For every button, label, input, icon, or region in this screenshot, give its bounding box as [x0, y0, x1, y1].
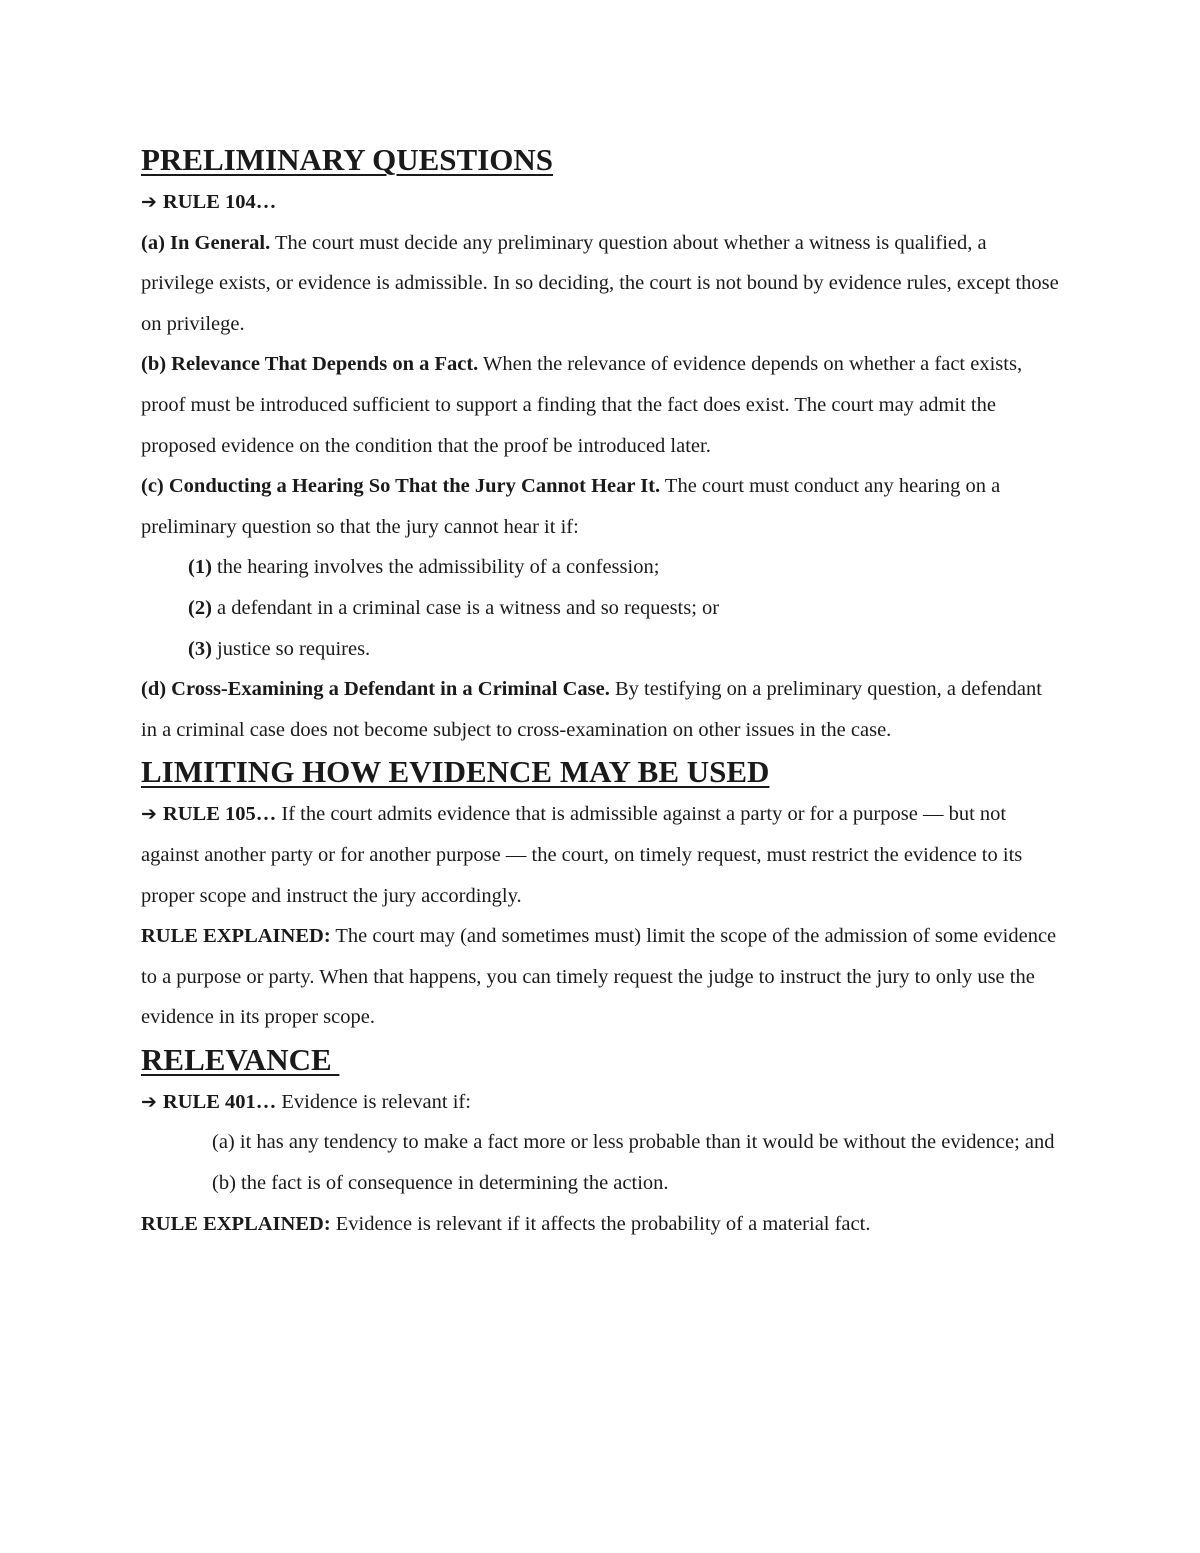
- rule-104-c-item: [141, 547, 1061, 588]
- rule-104-label: RULE 104…: [162, 191, 277, 213]
- rule-104-c-item-num: (2): [188, 596, 212, 619]
- rule-104-c: [141, 466, 1061, 547]
- rule-104-d: [141, 669, 1061, 750]
- rule-401: [141, 1082, 1061, 1123]
- rule-401-explained: [141, 1204, 1061, 1245]
- rule-104-c-item: [141, 629, 1061, 670]
- rule-105-label: RULE 105…: [162, 803, 277, 826]
- rule-105-explained-label: RULE EXPLAINED:: [141, 925, 331, 948]
- rule-104-c-label: (c) Conducting a Hearing So That the Jury Cannot Hear It.: [141, 475, 661, 498]
- rule-401-explained-label: RULE EXPLAINED:: [141, 1212, 331, 1235]
- rule-104-b-text: When the relevance of evidence depends on whether a fact exists, proof must be introduced sufficient to support a finding that the fact does exist. The court may admit the proposed evidence on the condition that the proof be introduced later.: [141, 353, 1023, 457]
- rule-104-c-item: [141, 588, 1061, 629]
- rule-104-c-item-text: the hearing involves the admissibility of a confession;: [211, 556, 660, 579]
- rule-104-b: [141, 344, 1061, 466]
- rule-401-text: Evidence is relevant if:: [276, 1090, 471, 1113]
- rule-104-d-label: (d) Cross-Examining a Defendant in a Criminal Case.: [141, 678, 610, 701]
- rule-104-a-text: The court must decide any preliminary question about whether a witness is qualified, a privilege exists, or evidence is admissible. In so deciding, the court is not bound by evidence rules, except those on privilege.: [141, 231, 1059, 335]
- rule-104-line: [141, 182, 1061, 223]
- rule-104-c-item-text: a defendant in a criminal case is a witness and so requests; or: [211, 596, 720, 619]
- rule-105-explained-text: The court may (and sometimes must) limit the scope of the admission of some evidence to a purpose or party. When that happens, you can timely request the judge to instruct the jury to only use the evidence in its proper scope.: [141, 925, 1057, 1029]
- rule-104-c-item-num: (3): [188, 637, 212, 660]
- heading-preliminary-questions: PRELIMINARY QUESTIONS: [141, 142, 554, 177]
- rule-105: [141, 794, 1061, 916]
- rule-104-b-label: (b) Relevance That Depends on a Fact.: [141, 353, 479, 376]
- rule-104-c-text: The court must conduct any hearing on a preliminary question so that the jury cannot hear it if:: [141, 475, 1001, 538]
- right-arrow-icon: ➔: [141, 191, 157, 213]
- rule-104-a-label: (a) In General.: [141, 231, 271, 254]
- heading-relevance: RELEVANCE: [141, 1041, 340, 1077]
- rule-401-label: RULE 401…: [162, 1090, 277, 1113]
- rule-104-c-item-num: (1): [188, 556, 212, 579]
- rule-104-a: [141, 223, 1061, 345]
- rule-105-text: If the court admits evidence that is admissible against a party or for a purpose — but not against another party or for another purpose — the court, on timely request, must restrict the evidence to its proper scope and instruct the jury accordingly.: [141, 803, 1023, 907]
- document-page: [141, 138, 1061, 1244]
- rule-401-item-a: (a) it has any tendency to make a fact more or less probable than it would be without the evidence; and: [212, 1131, 1055, 1154]
- right-arrow-icon: ➔: [141, 1090, 157, 1113]
- right-arrow-icon: ➔: [141, 803, 157, 826]
- rule-105-explained: [141, 916, 1061, 1038]
- rule-401-item-b: (b) the fact is of consequence in determining the action.: [212, 1172, 669, 1195]
- rule-104-c-item-text: justice so requires.: [211, 637, 371, 660]
- rule-401-explained-text: Evidence is relevant if it affects the probability of a material fact.: [330, 1212, 871, 1235]
- heading-limiting-evidence: LIMITING HOW EVIDENCE MAY BE USED: [141, 754, 770, 790]
- rule-104-d-text: By testifying on a preliminary question, a defendant in a criminal case does not become subject to cross-examination on other issues in the case.: [141, 678, 1042, 741]
